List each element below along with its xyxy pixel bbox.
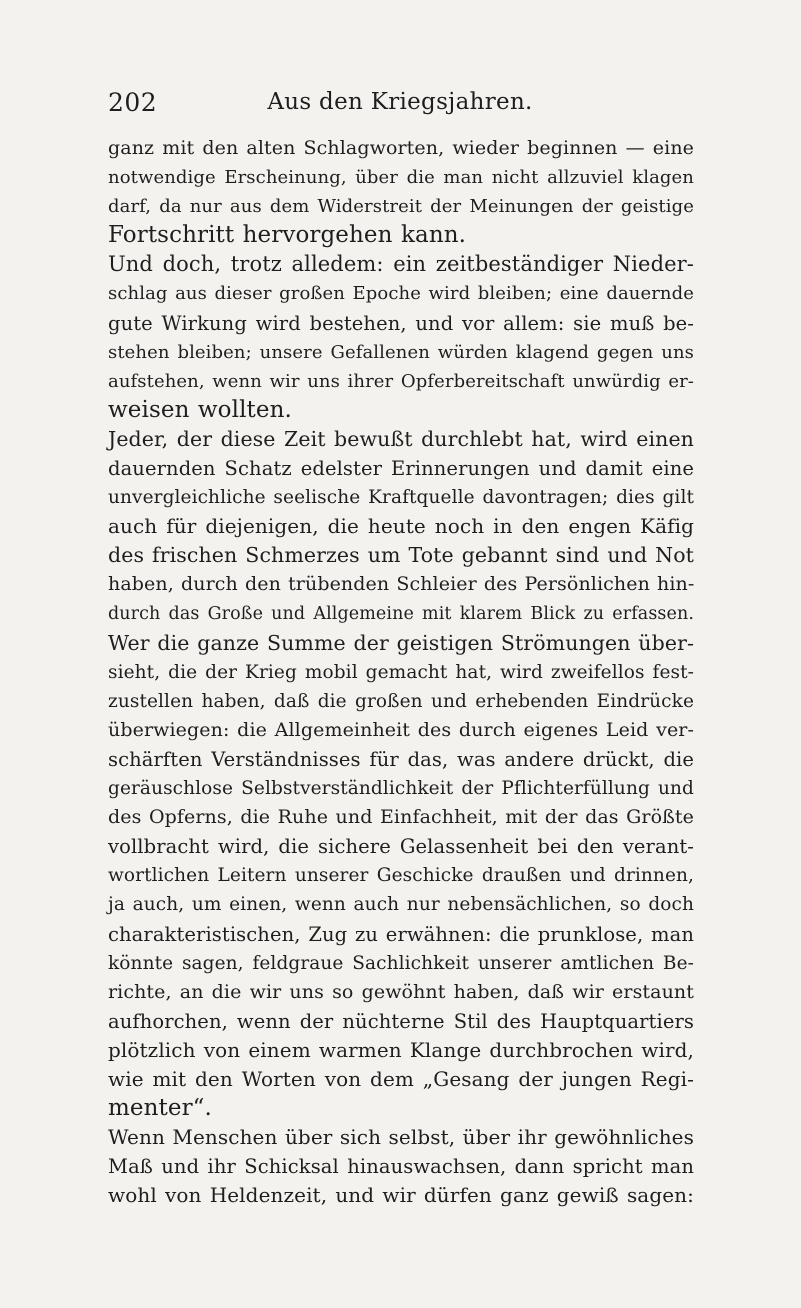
page-header <box>108 88 692 124</box>
text-line: Wer die ganze Summe der geistigen Strömungen über- <box>108 630 694 655</box>
text-line: durch das Große und Allgemeine mit klarem Blick zu erfassen. <box>108 603 694 624</box>
text-line: aufstehen, wenn wir uns ihrer Opferbereitschaft unwürdig er- <box>108 370 694 392</box>
text-line: gute Wirkung wird bestehen, und vor allem: sie muß be- <box>108 311 694 335</box>
text-line: aufhorchen, wenn der nüchterne Stil des Hauptquartiers <box>108 1009 694 1033</box>
text-line: stehen bleiben; unsere Gefallenen würden klagend gegen uns <box>108 341 694 363</box>
text-line: des Opferns, die Ruhe und Einfachheit, mit der das Größte <box>108 806 694 829</box>
text-line: wie mit den Worten von dem „Gesang der jungen Regi- <box>108 1067 694 1091</box>
body-text <box>108 134 694 1210</box>
text-line: menter“. <box>108 1095 212 1122</box>
text-line: haben, durch den trübenden Schleier des Persönlichen hin- <box>108 573 695 596</box>
text-line: notwendige Erscheinung, über die man nicht allzuviel klagen <box>108 167 694 189</box>
text-line: geräuschlose Selbstverständlichkeit der Pflichterfüllung und <box>108 778 694 800</box>
page-number: 202 <box>108 88 158 117</box>
running-head: Aus den Kriegsjahren. <box>267 89 533 115</box>
text-line: charakteristischen, Zug zu erwähnen: die prunklose, man <box>108 922 694 946</box>
text-line: schärften Verständnisses für das, was andere drückt, die <box>108 747 694 771</box>
text-line: plötzlich von einem warmen Klange durchbrochen wird, <box>108 1037 694 1062</box>
text-line: überwiegen: die Allgemeinheit des durch eigenes Leid ver- <box>108 718 694 741</box>
text-line: ganz mit den alten Schlagworten, wieder beginnen — eine <box>108 137 694 159</box>
text-line: wortlichen Leitern unserer Geschicke draußen und drinnen, <box>108 865 694 887</box>
text-line: auch für diejenigen, die heute noch in den engen Käfig <box>108 514 694 539</box>
text-line: Und doch, trotz alledem: ein zeitbeständiger Nieder- <box>108 252 694 277</box>
text-line: vollbracht wird, die sichere Gelassenheit bei den verant- <box>108 835 694 859</box>
text-line: Maß und ihr Schicksal hinauswachsen, dann spricht man <box>108 1155 694 1179</box>
text-line: schlag aus dieser großen Epoche wird bleiben; eine dauernde <box>108 283 694 305</box>
text-line: Wenn Menschen über sich selbst, über ihr gewöhnliches <box>108 1125 694 1150</box>
text-line: könnte sagen, feldgraue Sachlichkeit unserer amtlichen Be- <box>108 952 694 974</box>
text-line: sieht, die der Krieg mobil gemacht hat, wird zweifellos fest- <box>108 661 694 683</box>
text-line: ja auch, um einen, wenn auch nur nebensächlichen, so doch <box>108 894 694 916</box>
text-line: des frischen Schmerzes um Tote gebannt sind und Not <box>108 543 694 568</box>
text-line: zustellen haben, daß die großen und erhebenden Eindrücke <box>108 690 694 712</box>
text-line: weisen wollten. <box>108 396 292 423</box>
text-line: darf, da nur aus dem Widerstreit der Meinungen der geistige <box>108 196 694 218</box>
text-line: Fortschritt hervorgehen kann. <box>108 222 467 249</box>
text-line: richte, an die wir uns so gewöhnt haben, daß wir erstaunt <box>108 980 694 1003</box>
text-line: wohl von Heldenzeit, und wir dürfen ganz gewiß sagen: <box>108 1183 694 1208</box>
text-line: dauernden Schatz edelster Erinnerungen und damit eine <box>108 457 694 481</box>
text-line: Jeder, der diese Zeit bewußt durchlebt hat, wird einen <box>108 426 694 451</box>
text-line: unvergleichliche seelische Kraftquelle davontragen; dies gilt <box>108 487 694 509</box>
